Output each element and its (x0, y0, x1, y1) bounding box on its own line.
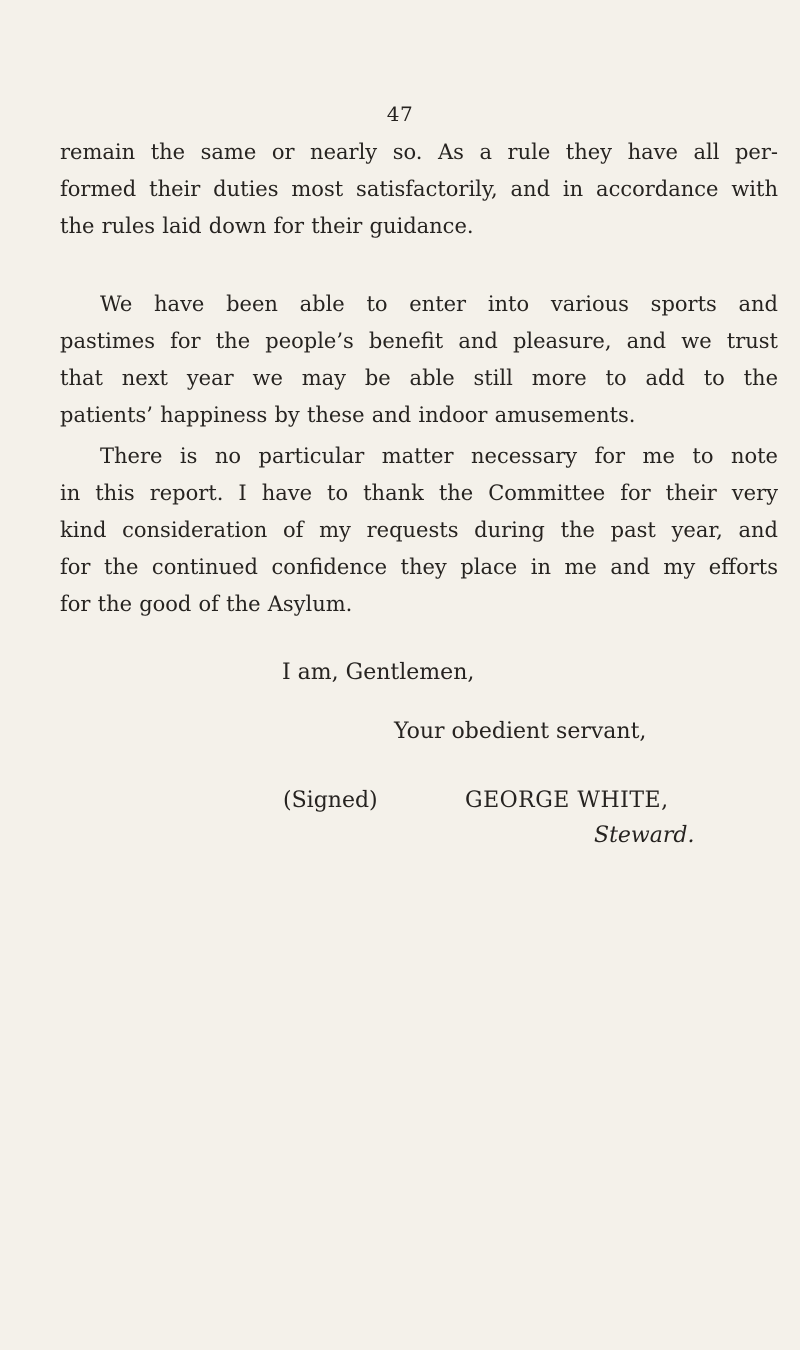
text-line: that next year we may be able still more to add to the (60, 366, 778, 390)
paragraph-sports (60, 286, 778, 434)
signed-label: (Signed) (283, 788, 378, 813)
text-line: patients’ happiness by these and indoor amusements. (60, 403, 636, 427)
text-line: remain the same or nearly so. As a rule they have all per- (60, 140, 778, 164)
text-line: formed their duties most satisfactorily, and in accordance with (60, 177, 778, 201)
text-line: for the good of the Asylum. (60, 592, 353, 616)
paragraph-thanks (60, 438, 778, 623)
text-line: There is no particular matter necessary for me to note (100, 444, 778, 468)
signatory-title: Steward. (594, 823, 695, 848)
text-line: in this report. I have to thank the Committee for their very (60, 481, 778, 505)
text-line: for the continued confidence they place in me and my efforts (60, 555, 778, 579)
text-line: We have been able to enter into various sports and (100, 292, 778, 316)
closing-salutation: I am, Gentlemen, (282, 660, 475, 685)
text-line: pastimes for the people’s benefit and pleasure, and we trust (60, 329, 778, 353)
paragraph-duties (60, 134, 778, 245)
closing-complimentary: Your obedient servant, (394, 719, 647, 744)
page-number: 47 (386, 102, 414, 126)
signatory-name: GEORGE WHITE, (465, 788, 669, 813)
text-line: kind consideration of my requests during the past year, and (60, 518, 778, 542)
text-line: the rules laid down for their guidance. (60, 214, 474, 238)
